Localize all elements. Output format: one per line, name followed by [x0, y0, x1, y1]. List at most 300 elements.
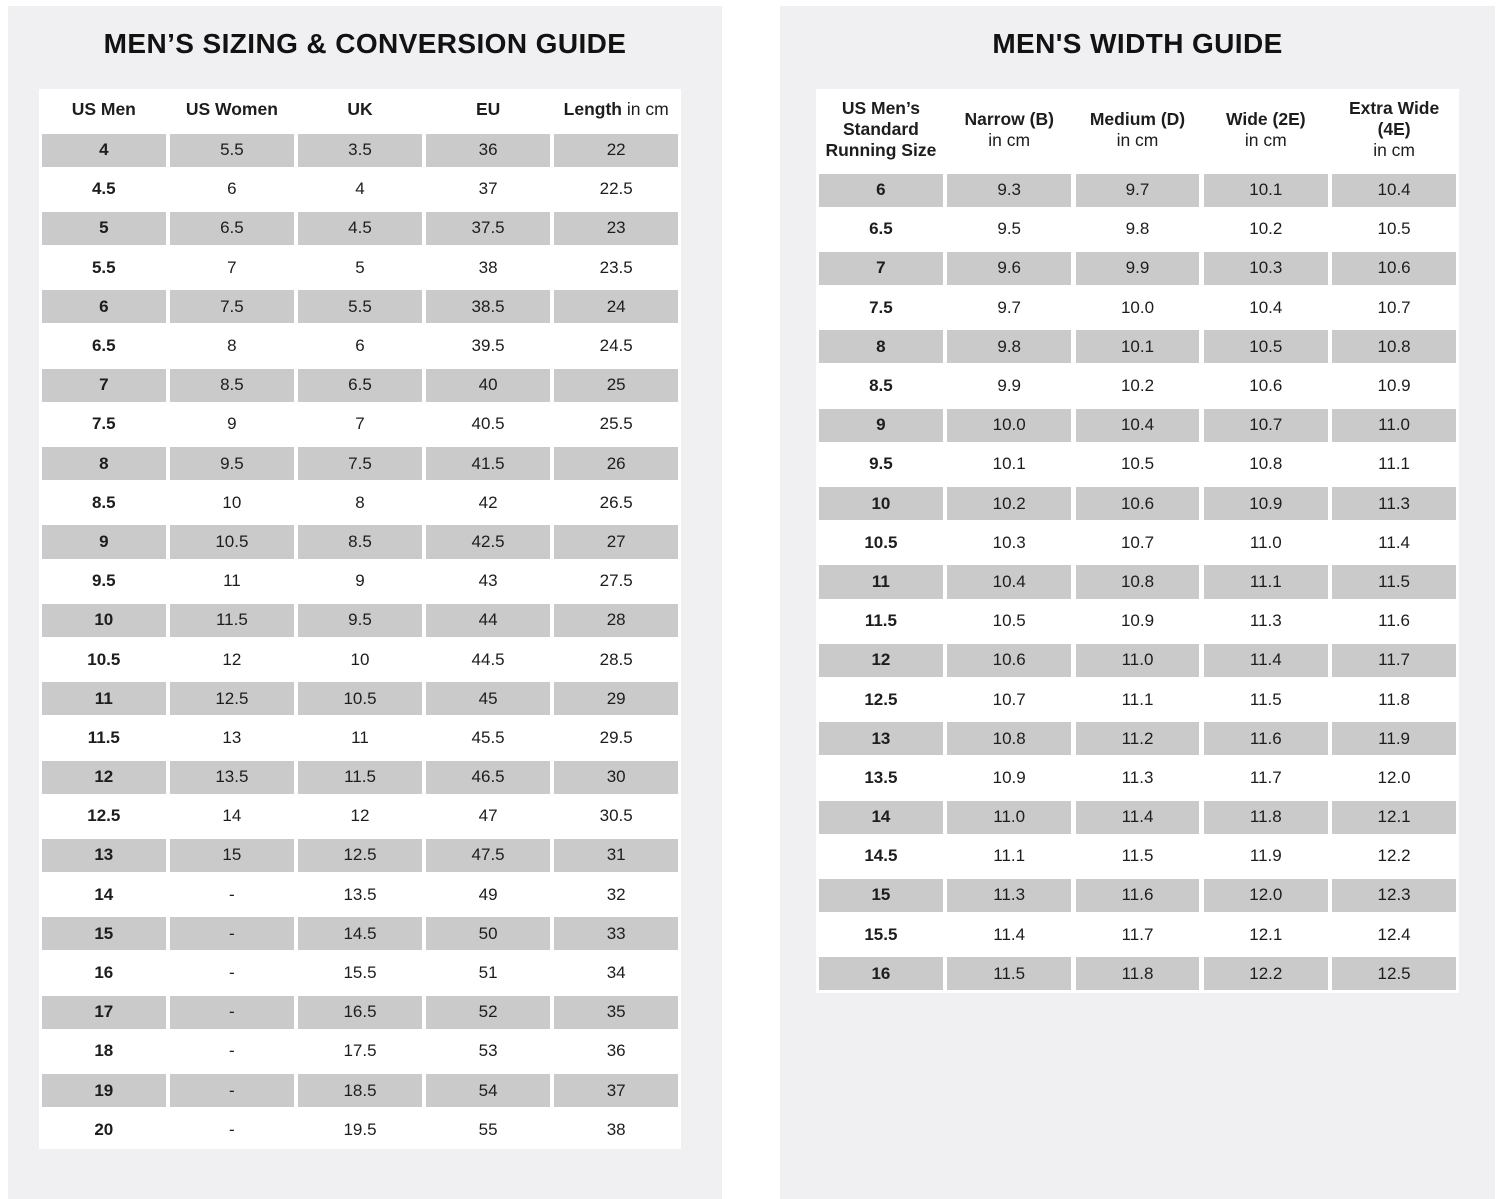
table-row	[816, 837, 1459, 876]
table-cell: 11.5	[864, 611, 897, 631]
table-cell: 31	[554, 839, 678, 872]
table-cell: 13.5	[864, 767, 898, 787]
table-row	[816, 327, 1459, 366]
column-header	[298, 89, 422, 131]
table-cell: 9.5	[91, 571, 116, 591]
table-cell: 12.5	[87, 806, 121, 826]
table-row	[39, 797, 681, 836]
table-cell: 8	[227, 336, 237, 356]
table-cell: 11.1	[1204, 565, 1328, 598]
table-cell: 11.3	[1249, 611, 1282, 631]
table-cell: 10.7	[1120, 532, 1155, 552]
column-label: UK	[347, 99, 373, 120]
table-cell: 10	[819, 487, 943, 520]
table-cell: 33	[554, 917, 678, 950]
sizing-conversion-table	[39, 89, 681, 1149]
column-header	[170, 89, 294, 131]
width-guide-card	[780, 6, 1495, 1199]
table-cell: 11.5	[170, 604, 294, 637]
table-cell: 34	[606, 963, 626, 983]
table-cell: 13.5	[170, 761, 294, 794]
column-label: US Men	[71, 99, 136, 120]
table-cell: 52	[426, 996, 550, 1029]
sizing-conversion-card	[8, 6, 722, 1199]
table-row	[39, 522, 681, 561]
table-cell: 41.5	[426, 447, 550, 480]
table-row	[39, 679, 681, 718]
column-label: US Women	[185, 99, 278, 120]
table-cell: 12.5	[864, 689, 898, 709]
table-cell: 15	[170, 839, 294, 872]
table-cell: 45	[426, 682, 550, 715]
table-cell: 23.5	[599, 257, 633, 277]
column-header	[554, 89, 678, 131]
table-cell: 9.9	[1076, 252, 1200, 285]
table-cell: 4.5	[298, 212, 422, 245]
table-cell: 5	[42, 212, 166, 245]
table-cell: 13	[42, 839, 166, 872]
table-row	[39, 326, 681, 365]
table-row	[39, 758, 681, 797]
table-cell: 10.4	[1076, 409, 1200, 442]
table-cell: 11.6	[1378, 611, 1410, 631]
table-cell: 12.5	[170, 682, 294, 715]
table-cell: 43	[478, 571, 498, 591]
table-cell: 8.5	[91, 492, 116, 512]
column-header	[426, 89, 550, 131]
table-cell: 11.4	[1378, 532, 1410, 552]
table-cell: 42.5	[426, 525, 550, 558]
table-cell: 10.6	[947, 644, 1071, 677]
column-label: Extra Wide (4E)	[1348, 98, 1440, 140]
table-cell: 12	[42, 761, 166, 794]
table-cell: 10.2	[1249, 219, 1283, 239]
table-row	[39, 1110, 681, 1149]
table-row	[816, 445, 1459, 484]
table-cell: 11.0	[1249, 532, 1282, 552]
table-cell: 11.4	[1204, 644, 1328, 677]
table-cell: 8.5	[170, 369, 294, 402]
table-cell: 11	[42, 682, 166, 715]
table-cell: 10.3	[1204, 252, 1328, 285]
table-cell: 6	[819, 174, 943, 207]
column-header	[819, 89, 943, 171]
table-cell: 45.5	[471, 727, 505, 747]
table-cell: 11.3	[1332, 487, 1456, 520]
table-cell: 11.4	[993, 924, 1026, 944]
table-cell: 10.5	[298, 682, 422, 715]
table-cell: 9.6	[947, 252, 1071, 285]
table-cell: 10.5	[170, 525, 294, 558]
table-cell: 10.5	[864, 532, 898, 552]
table-cell: 28.5	[599, 649, 633, 669]
table-cell: 12.1	[1332, 801, 1456, 834]
table-cell: 8.5	[298, 525, 422, 558]
table-cell: 7.5	[869, 297, 893, 317]
table-cell: 11.4	[1076, 801, 1200, 834]
table-cell: 12.4	[1377, 924, 1411, 944]
table-cell: 10.6	[1332, 252, 1456, 285]
table-cell: 6.5	[170, 212, 294, 245]
table-cell: 10.3	[992, 532, 1026, 552]
table-cell: 12.5	[298, 839, 422, 872]
table-cell: 11	[223, 571, 241, 591]
table-cell: 14	[819, 801, 943, 834]
table-cell: 26.5	[599, 492, 633, 512]
table-row	[816, 406, 1459, 445]
table-row	[816, 758, 1459, 797]
table-row	[39, 287, 681, 326]
table-cell: 10.5	[87, 649, 121, 669]
table-cell: 10	[350, 649, 370, 669]
table-cell: 5.5	[170, 134, 294, 167]
table-cell: 11.0	[947, 801, 1071, 834]
table-cell: 10	[42, 604, 166, 637]
table-cell: 55	[478, 1119, 498, 1139]
table-cell: -	[229, 1041, 235, 1061]
table-cell: 9.5	[997, 219, 1022, 239]
column-label: EU	[475, 99, 501, 120]
column-header	[947, 89, 1071, 171]
table-cell: 38	[606, 1119, 626, 1139]
table-cell: 11.3	[947, 879, 1071, 912]
table-row	[39, 170, 681, 209]
table-cell: 13	[222, 727, 242, 747]
table-cell: 10.5	[1377, 219, 1411, 239]
table-cell: 10	[222, 492, 242, 512]
table-cell: 7	[819, 252, 943, 285]
table-cell: 13	[819, 722, 943, 755]
table-cell: 10.1	[992, 454, 1026, 474]
table-cell: 6.5	[91, 336, 116, 356]
table-cell: 11.5	[1121, 846, 1154, 866]
table-cell: 15	[42, 917, 166, 950]
width-guide-title: MEN'S WIDTH GUIDE	[992, 28, 1283, 59]
table-cell: 9.7	[1076, 174, 1200, 207]
table-cell: 53	[478, 1041, 498, 1061]
table-cell: 6	[355, 336, 365, 356]
column-label: Narrow (B)	[964, 108, 1054, 129]
table-cell: 10.1	[1076, 330, 1200, 363]
table-row	[39, 718, 681, 757]
table-cell: 10.4	[1332, 174, 1456, 207]
table-cell: 11.8	[1076, 957, 1200, 990]
column-label: Medium (D)	[1089, 108, 1186, 129]
table-cell: 5	[355, 257, 365, 277]
table-cell: 50	[426, 917, 550, 950]
table-cell: 17.5	[343, 1041, 377, 1061]
table-cell: 10.8	[1332, 330, 1456, 363]
table-row	[816, 484, 1459, 523]
table-row	[39, 601, 681, 640]
table-cell: 47.5	[426, 839, 550, 872]
table-cell: 8	[42, 447, 166, 480]
table-cell: 11	[819, 565, 943, 598]
table-cell: 12.5	[1332, 957, 1456, 990]
table-cell: 9	[42, 525, 166, 558]
table-cell: 6	[227, 179, 237, 199]
table-cell: 11.0	[1332, 409, 1456, 442]
table-cell: 4	[355, 179, 365, 199]
column-label: US Men’s	[841, 98, 920, 119]
table-cell: 10.7	[1377, 297, 1411, 317]
table-cell: 11.7	[1121, 924, 1154, 944]
table-cell: 29.5	[599, 727, 633, 747]
table-cell: 10.9	[1377, 376, 1411, 396]
table-cell: -	[170, 1074, 294, 1107]
sizing-guide-title: MEN’S SIZING & CONVERSION GUIDE	[103, 28, 627, 59]
table-cell: 10.5	[1120, 454, 1155, 474]
column-header	[42, 89, 166, 131]
table-cell: 16	[819, 957, 943, 990]
table-cell: 10.2	[1120, 376, 1155, 396]
table-cell: 10.0	[1120, 297, 1155, 317]
table-row	[816, 171, 1459, 210]
table-cell: 29	[554, 682, 678, 715]
table-cell: 37	[478, 179, 498, 199]
table-cell: 46.5	[426, 761, 550, 794]
table-cell: 11.5	[1332, 565, 1456, 598]
table-row	[39, 993, 681, 1032]
table-cell: 38.5	[426, 290, 550, 323]
table-cell: 5.5	[298, 290, 422, 323]
table-cell: 11.5	[1249, 689, 1282, 709]
table-cell: 8	[819, 330, 943, 363]
table-row	[816, 366, 1459, 405]
table-cell: 11.7	[1332, 644, 1456, 677]
table-cell: 11.8	[1378, 689, 1410, 709]
table-cell: 14.5	[298, 917, 422, 950]
table-cell: 9.3	[947, 174, 1071, 207]
table-row	[816, 249, 1459, 288]
table-row	[816, 876, 1459, 915]
table-row	[39, 366, 681, 405]
column-unit: in cm	[1244, 129, 1287, 150]
table-cell: 30.5	[599, 806, 633, 826]
table-row	[39, 953, 681, 992]
table-cell: 14	[222, 806, 242, 826]
table-cell: 10.6	[1076, 487, 1200, 520]
table-cell: 9.8	[947, 330, 1071, 363]
column-label: Standard	[842, 119, 919, 140]
table-cell: 28	[554, 604, 678, 637]
table-cell: 25	[554, 369, 678, 402]
column-label: Running Size	[825, 140, 937, 161]
table-cell: 37.5	[426, 212, 550, 245]
table-row	[816, 641, 1459, 680]
column-unit: in cm	[1373, 140, 1415, 161]
table-cell: -	[170, 917, 294, 950]
table-cell: 19	[42, 1074, 166, 1107]
table-row	[39, 444, 681, 483]
table-cell: 25.5	[599, 414, 633, 434]
column-label: Length in cm	[563, 99, 669, 120]
table-cell: 39.5	[471, 336, 505, 356]
table-cell: 7	[42, 369, 166, 402]
table-cell: 11.9	[1249, 846, 1282, 866]
table-cell: 11.1	[1121, 689, 1154, 709]
table-cell: 30	[554, 761, 678, 794]
table-cell: 11.3	[1121, 767, 1154, 787]
column-unit: in cm	[988, 129, 1031, 150]
column-unit: in cm	[1116, 129, 1159, 150]
table-cell: 49	[478, 884, 498, 904]
table-cell: 12.2	[1377, 846, 1411, 866]
table-cell: 8.5	[869, 376, 893, 396]
table-cell: 9.5	[170, 447, 294, 480]
table-cell: 6.5	[869, 219, 893, 239]
table-row	[816, 288, 1459, 327]
table-cell: 10.5	[1204, 330, 1328, 363]
table-cell: 11.6	[1076, 879, 1200, 912]
table-cell: 11.1	[993, 846, 1026, 866]
table-cell: 10.2	[947, 487, 1071, 520]
table-cell: 9	[227, 414, 237, 434]
table-row	[816, 954, 1459, 993]
table-cell: 4	[42, 134, 166, 167]
table-cell: 22.5	[599, 179, 633, 199]
table-cell: 11.9	[1332, 722, 1456, 755]
table-cell: 11.5	[87, 727, 120, 747]
table-cell: 20	[94, 1119, 114, 1139]
table-cell: 10.9	[1204, 487, 1328, 520]
table-row	[816, 915, 1459, 954]
table-cell: -	[170, 996, 294, 1029]
table-cell: 24.5	[599, 336, 633, 356]
table-cell: 7	[227, 257, 237, 277]
table-cell: 15	[819, 879, 943, 912]
table-header-row	[39, 89, 681, 131]
table-cell: 10.7	[1204, 409, 1328, 442]
table-cell: 22	[554, 134, 678, 167]
table-cell: 12.1	[1249, 924, 1283, 944]
table-cell: 27	[554, 525, 678, 558]
table-cell: 40	[426, 369, 550, 402]
table-cell: 32	[606, 884, 626, 904]
table-cell: 6.5	[298, 369, 422, 402]
table-header-row	[816, 89, 1459, 171]
table-cell: 9.5	[298, 604, 422, 637]
table-cell: 44	[426, 604, 550, 637]
table-cell: 13.5	[343, 884, 377, 904]
table-cell: 7	[355, 414, 365, 434]
table-cell: 12	[350, 806, 370, 826]
table-cell: 9.8	[1125, 219, 1150, 239]
table-cell: 44.5	[471, 649, 505, 669]
table-cell: 36	[606, 1041, 626, 1061]
table-cell: 38	[478, 257, 498, 277]
table-cell: 14.5	[864, 846, 898, 866]
table-cell: 10.6	[1249, 376, 1283, 396]
table-cell: 7.5	[170, 290, 294, 323]
table-cell: 35	[554, 996, 678, 1029]
table-cell: 9.5	[869, 454, 893, 474]
table-cell: 10.9	[1120, 611, 1155, 631]
table-cell: 10.4	[1249, 297, 1283, 317]
table-cell: 18.5	[298, 1074, 422, 1107]
table-cell: 42	[478, 492, 498, 512]
table-cell: 14	[94, 884, 114, 904]
table-cell: 11.5	[298, 761, 422, 794]
table-row	[816, 602, 1459, 641]
table-cell: 24	[554, 290, 678, 323]
table-cell: 17	[42, 996, 166, 1029]
column-unit: in cm	[622, 99, 669, 120]
table-cell: 10.7	[992, 689, 1026, 709]
table-cell: 40.5	[471, 414, 505, 434]
table-cell: -	[229, 1119, 235, 1139]
table-cell: -	[229, 884, 235, 904]
table-cell: 9.7	[997, 297, 1022, 317]
table-cell: 3.5	[298, 134, 422, 167]
table-row	[39, 1032, 681, 1071]
column-label: Wide (2E)	[1226, 108, 1306, 129]
table-cell: 36	[426, 134, 550, 167]
table-cell: 10.8	[1076, 565, 1200, 598]
table-cell: 9	[819, 409, 943, 442]
column-header	[1332, 89, 1456, 171]
table-row	[39, 131, 681, 170]
table-row	[39, 875, 681, 914]
table-cell: 37	[554, 1074, 678, 1107]
table-row	[39, 209, 681, 248]
table-row	[39, 248, 681, 287]
table-cell: 27.5	[599, 571, 633, 591]
table-cell: 18	[94, 1041, 114, 1061]
table-cell: 15.5	[343, 963, 377, 983]
table-cell: 10.9	[992, 767, 1026, 787]
table-cell: 11.5	[947, 957, 1071, 990]
table-cell: 11.1	[1378, 454, 1410, 474]
table-row	[816, 562, 1459, 601]
table-cell: 5.5	[91, 257, 116, 277]
table-row	[39, 1071, 681, 1110]
table-cell: 9	[355, 571, 365, 591]
table-cell: 7.5	[91, 414, 116, 434]
table-cell: 47	[478, 806, 498, 826]
table-cell: 16	[94, 963, 114, 983]
table-cell: 10.0	[947, 409, 1071, 442]
table-cell: 51	[478, 963, 498, 983]
table-row	[39, 836, 681, 875]
table-cell: 11.0	[1076, 644, 1200, 677]
table-row	[39, 914, 681, 953]
table-cell: 12.3	[1332, 879, 1456, 912]
table-cell: 12	[819, 644, 943, 677]
table-cell: 11.8	[1204, 801, 1328, 834]
table-cell: 4.5	[91, 179, 116, 199]
table-cell: 11.2	[1076, 722, 1200, 755]
table-row	[816, 523, 1459, 562]
table-row	[816, 798, 1459, 837]
table-cell: 12.0	[1204, 879, 1328, 912]
table-cell: 23	[554, 212, 678, 245]
table-row	[39, 640, 681, 679]
table-cell: 12.2	[1204, 957, 1328, 990]
table-row	[816, 719, 1459, 758]
table-cell: 11.7	[1249, 767, 1282, 787]
column-header	[1076, 89, 1200, 171]
table-cell: 16.5	[298, 996, 422, 1029]
table-row	[39, 483, 681, 522]
column-header	[1204, 89, 1328, 171]
table-cell: 10.4	[947, 565, 1071, 598]
table-cell: 19.5	[343, 1119, 377, 1139]
table-cell: 9.9	[997, 376, 1022, 396]
table-row	[816, 210, 1459, 249]
table-row	[816, 680, 1459, 719]
table-cell: 15.5	[864, 924, 898, 944]
